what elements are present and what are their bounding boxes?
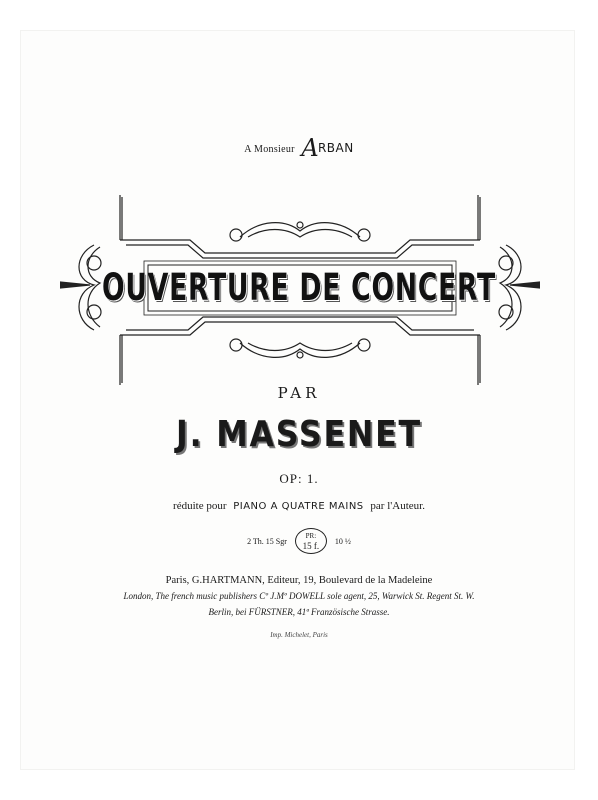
publisher-london: London, The french music publishers Cº J.Mº DOWELL sole agent, 25, Warwick St. Regent St. W. xyxy=(123,591,475,601)
dedication-initial: A xyxy=(301,134,319,162)
price-stamp-label: PR: xyxy=(305,532,317,540)
price-other: 10 ½ xyxy=(334,536,351,546)
price-stamp-value: 15 f. xyxy=(302,541,320,551)
by-label: PAR xyxy=(277,384,321,402)
arrangement-post: par l'Auteur. xyxy=(370,500,425,512)
publisher-berlin: Berlin, bei FÜRSTNER, 41ª Französische Strasse. xyxy=(208,607,390,617)
arrangement-line xyxy=(0,500,598,512)
work-title: OUVERTURE DE CONCERT xyxy=(102,266,496,309)
price-stamp xyxy=(295,528,327,554)
price-thaler: 2 Th. 15 Sgr xyxy=(247,536,287,546)
opus-number: OP: 1. xyxy=(279,471,319,486)
dedication-prefix: A Monsieur xyxy=(244,144,295,155)
price-row xyxy=(0,528,598,554)
publisher-paris: Paris, G.HARTMANN, Editeur, 19, Boulevard de la Madeleine xyxy=(165,575,433,586)
composer-name: J. MASSENET xyxy=(176,414,422,455)
arrangement-instrumentation: PIANO A QUATRE MAINS xyxy=(233,501,364,512)
arrangement-pre: réduite pour xyxy=(173,500,227,512)
dedication xyxy=(0,134,598,162)
dedication-name: RBAN xyxy=(317,141,354,155)
engraver-credit: Imp. Michelet, Paris xyxy=(270,631,328,639)
